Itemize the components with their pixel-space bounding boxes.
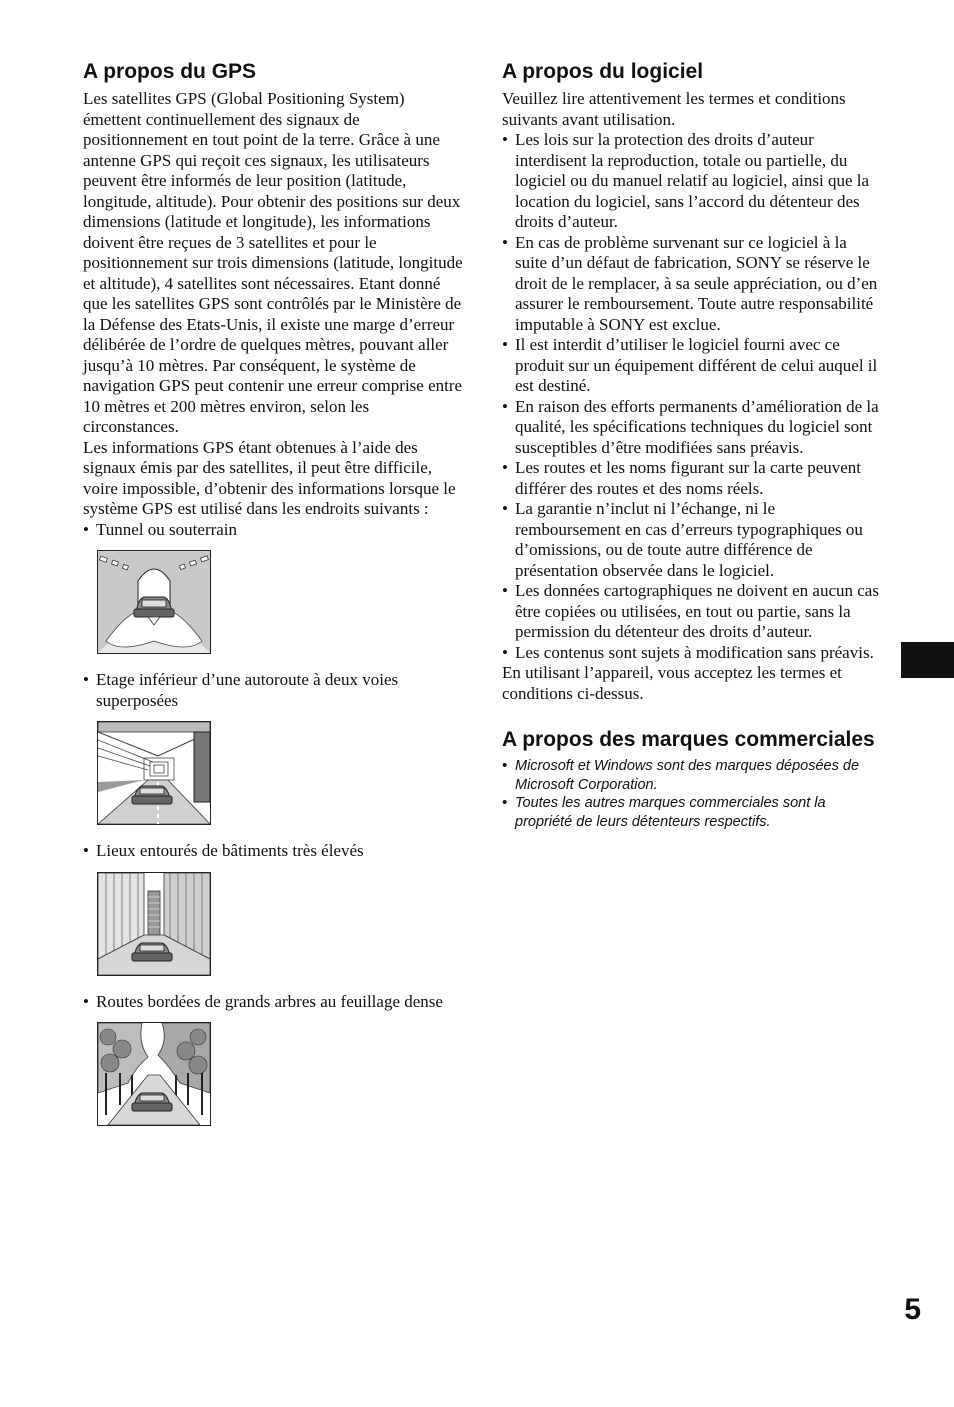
right-column — [502, 58, 882, 831]
situation-tall-buildings: • Lieux entourés de bâtiments très élevés — [83, 841, 463, 862]
tall-buildings-illustration — [97, 872, 211, 976]
gps-paragraph-1: Les satellites GPS (Global Positioning System) émettent continuellement des signaux de positionnement en tout point de la terre. Grâce à une antenne GPS qui reçoit ces signaux, les utilisateurs peuvent être informés de leur position (latitude, longitude, altitude). Pour obtenir des positions sur deux dimensions (latitude et longitude), les informations doivent être reçues de 3 satellites et pour le positionnement sur trois dimensions (latitude, longitude et altitude), 4 satellites sont nécessaires. Etant donné que les satellites GPS sont contrôlés par le Ministère de la Défense des Etats-Unis, il existe une marge d’erreur délibérée de l’ordre de quelques mètres, pouvant aller jusqu’à 10 mètres. Par conséquent, le système de navigation GPS peut contenir une erreur comprise entre 10 mètres et 200 mètres environ, selon les circonstances. — [83, 89, 463, 436]
software-term: • La garantie n’inclut ni l’échange, ni le remboursement en cas d’erreurs typographiques ou d’omissions, ou de toute autre différence de présentation observée dans le logiciel. — [502, 499, 882, 581]
software-intro: Veuillez lire attentivement les termes et conditions suivants avant utilisation. — [502, 89, 846, 129]
trademark-item: • Microsoft et Windows sont des marques déposées de Microsoft Corporation. — [502, 757, 882, 794]
software-term: • Les contenus sont sujets à modification sans préavis. — [502, 643, 882, 664]
chapter-tab-marker — [901, 642, 954, 678]
software-terms-list — [502, 130, 882, 663]
gps-situation-list — [83, 520, 463, 541]
software-term: • Les données cartographiques ne doivent en aucun cas être copiées ou utilisées, en tout ou partie, sans la permission du détenteur des droits d’auteur. — [502, 581, 882, 643]
left-column — [83, 58, 463, 1142]
software-term: • Les lois sur la protection des droits d’auteur interdisent la reproduction, totale ou partielle, du logiciel ou du manuel relatif au logiciel, ainsi que la location du logiciel, sans l’accord du détenteur des droits d’auteur. — [502, 130, 882, 233]
tree-lined-road-illustration — [97, 1022, 211, 1126]
situation-tunnel: • Tunnel ou souterrain — [83, 520, 463, 541]
trademarks-heading: A propos des marques commerciales — [502, 728, 875, 751]
gps-paragraph-2: Les informations GPS étant obtenues à l’aide des signaux émis par des satellites, il peut être difficile, voire impossible, d’obtenir des informations lorsque le système GPS est utilisé dans les endroits suivants : — [83, 437, 456, 518]
software-term: • En raison des efforts permanents d’amélioration de la qualité, les spécifications techniques du logiciel sont susceptibles d’être modifiées sans préavis. — [502, 397, 882, 459]
gps-heading: A propos du GPS — [83, 60, 257, 83]
trademark-item: • Toutes les autres marques commerciales sont la propriété de leurs détenteurs respectifs. — [502, 794, 882, 831]
software-outro: En utilisant l’appareil, vous acceptez les termes et conditions ci-dessus. — [502, 663, 842, 703]
trademarks-list — [502, 757, 882, 831]
software-term: • Les routes et les noms figurant sur la carte peuvent différer des routes et des noms réels. — [502, 458, 882, 499]
page-number: 5 — [904, 1293, 921, 1326]
software-term: • En cas de problème survenant sur ce logiciel à la suite d’un défaut de fabrication, SONY se réserve le droit de le remplacer, à sa seule appréciation, ou d’en assurer le remboursement. Toute autre responsabilité imputable à SONY est exclue. — [502, 233, 882, 336]
software-term: • Il est interdit d’utiliser le logiciel fourni avec ce produit sur un équipement différent de celui auquel il est destiné. — [502, 335, 882, 397]
situation-double-deck-highway: • Etage inférieur d’une autoroute à deux voies superposées — [83, 670, 463, 711]
software-heading: A propos du logiciel — [502, 60, 704, 83]
double-deck-highway-illustration — [97, 721, 211, 825]
situation-tree-lined-road: • Routes bordées de grands arbres au feuillage dense — [83, 992, 463, 1013]
tunnel-illustration — [97, 550, 211, 654]
